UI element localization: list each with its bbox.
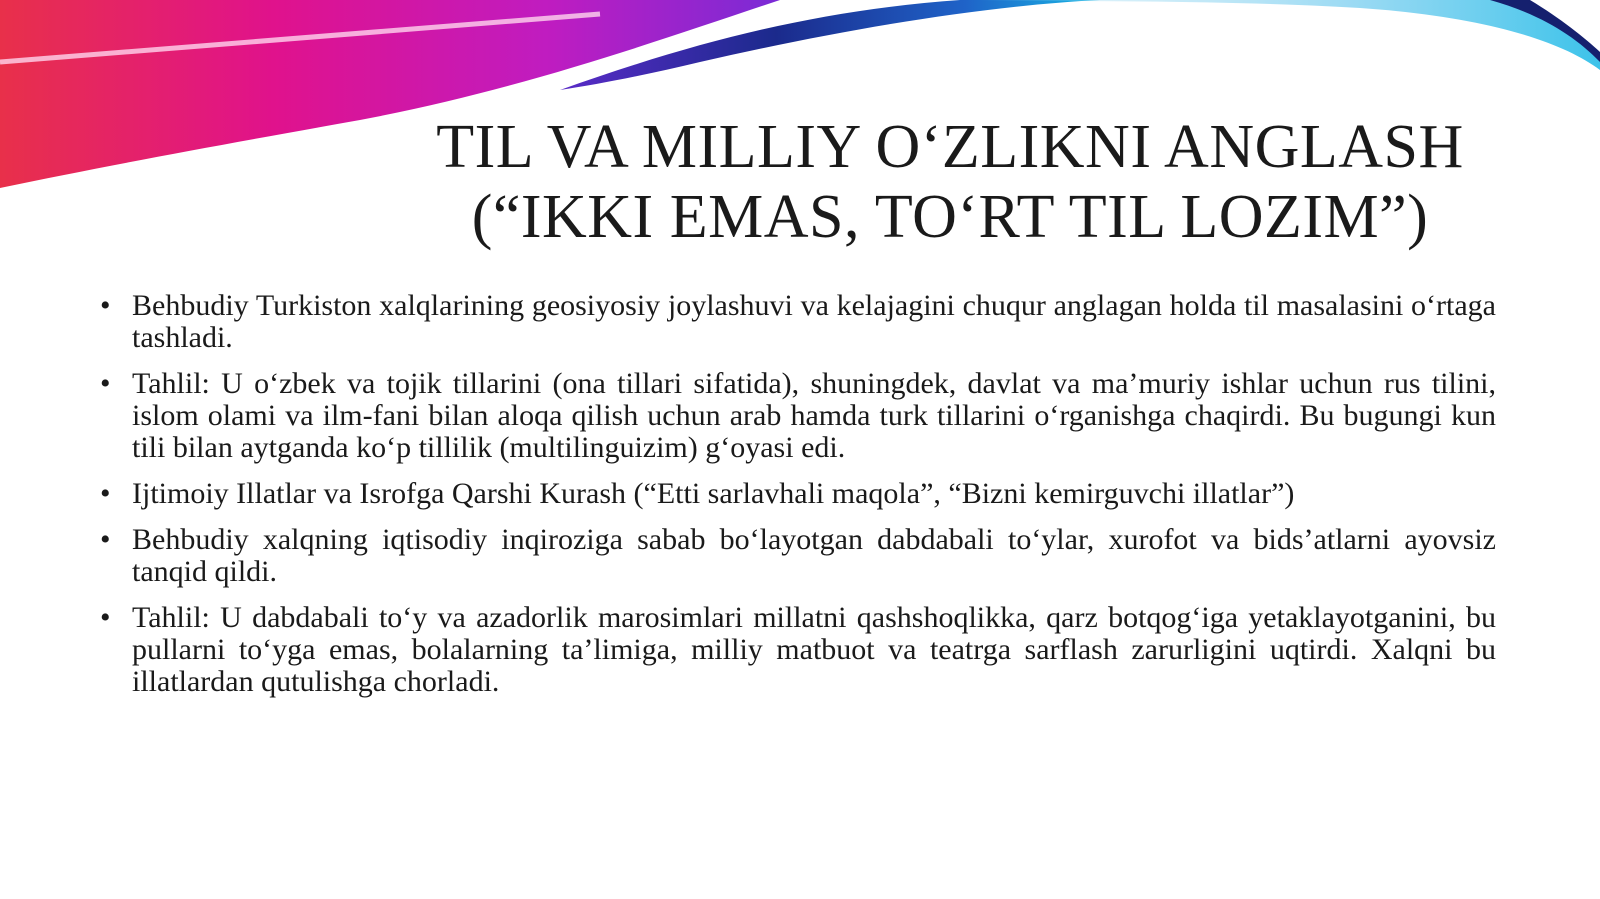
bullet-text: Tahlil: U dabdabali to‘y va azadorlik marosimlari millatni qashshoqlikka, qarz botqog‘iga yetaklayotganini, bu pullarni to‘yga emas, bolalarning ta’limiga, milliy matbuot va teatrga sarflash zarurligini uqtirdi. Xalqni bu illatlardan qutulishga chorladi. bbox=[132, 601, 1496, 698]
title-line-2: (“IKKI EMAS, TO‘RT TIL LOZIM”) bbox=[471, 183, 1429, 251]
list-item bbox=[100, 290, 1496, 354]
bullet-icon: • bbox=[100, 477, 111, 510]
bullet-text: Ijtimoiy Illatlar va Isrofga Qarshi Kurash (“Etti sarlavhali maqola”, “Bizni kemirguvchi illatlar”) bbox=[132, 477, 1295, 510]
bullet-icon: • bbox=[100, 523, 111, 556]
list-item bbox=[100, 602, 1496, 698]
list-item bbox=[100, 524, 1496, 588]
bullet-list bbox=[100, 290, 1496, 712]
slide-title bbox=[380, 112, 1520, 252]
bullet-text: Tahlil: U o‘zbek va tojik tillarini (ona tillari sifatida), shuningdek, davlat va ma’muriy ishlar uchun rus tilini, islom olami va ilm-fani bilan aloqa qilish uchun arab hamda turk tillarini o‘rganishga chaqirdi. Bu bugungi kun tili bilan aytganda ko‘p tillilik (multilinguizim) g‘oyasi edi. bbox=[132, 367, 1496, 464]
bullet-icon: • bbox=[100, 289, 111, 322]
bullet-text: Behbudiy xalqning iqtisodiy inqiroziga sabab bo‘layotgan dabdabali to‘ylar, xurofot va bids’atlarni ayovsiz tanqid qildi. bbox=[132, 523, 1496, 588]
bullet-icon: • bbox=[100, 367, 111, 400]
bullet-text: Behbudiy Turkiston xalqlarining geosiyosiy joylashuvi va kelajagini chuqur anglagan holda til masalasini o‘rtaga tashladi. bbox=[132, 289, 1496, 354]
bullet-icon: • bbox=[100, 601, 111, 634]
list-item bbox=[100, 478, 1496, 510]
list-item bbox=[100, 368, 1496, 464]
title-line-1: TIL VA MILLIY O‘ZLIKNI ANGLASH bbox=[436, 113, 1464, 181]
